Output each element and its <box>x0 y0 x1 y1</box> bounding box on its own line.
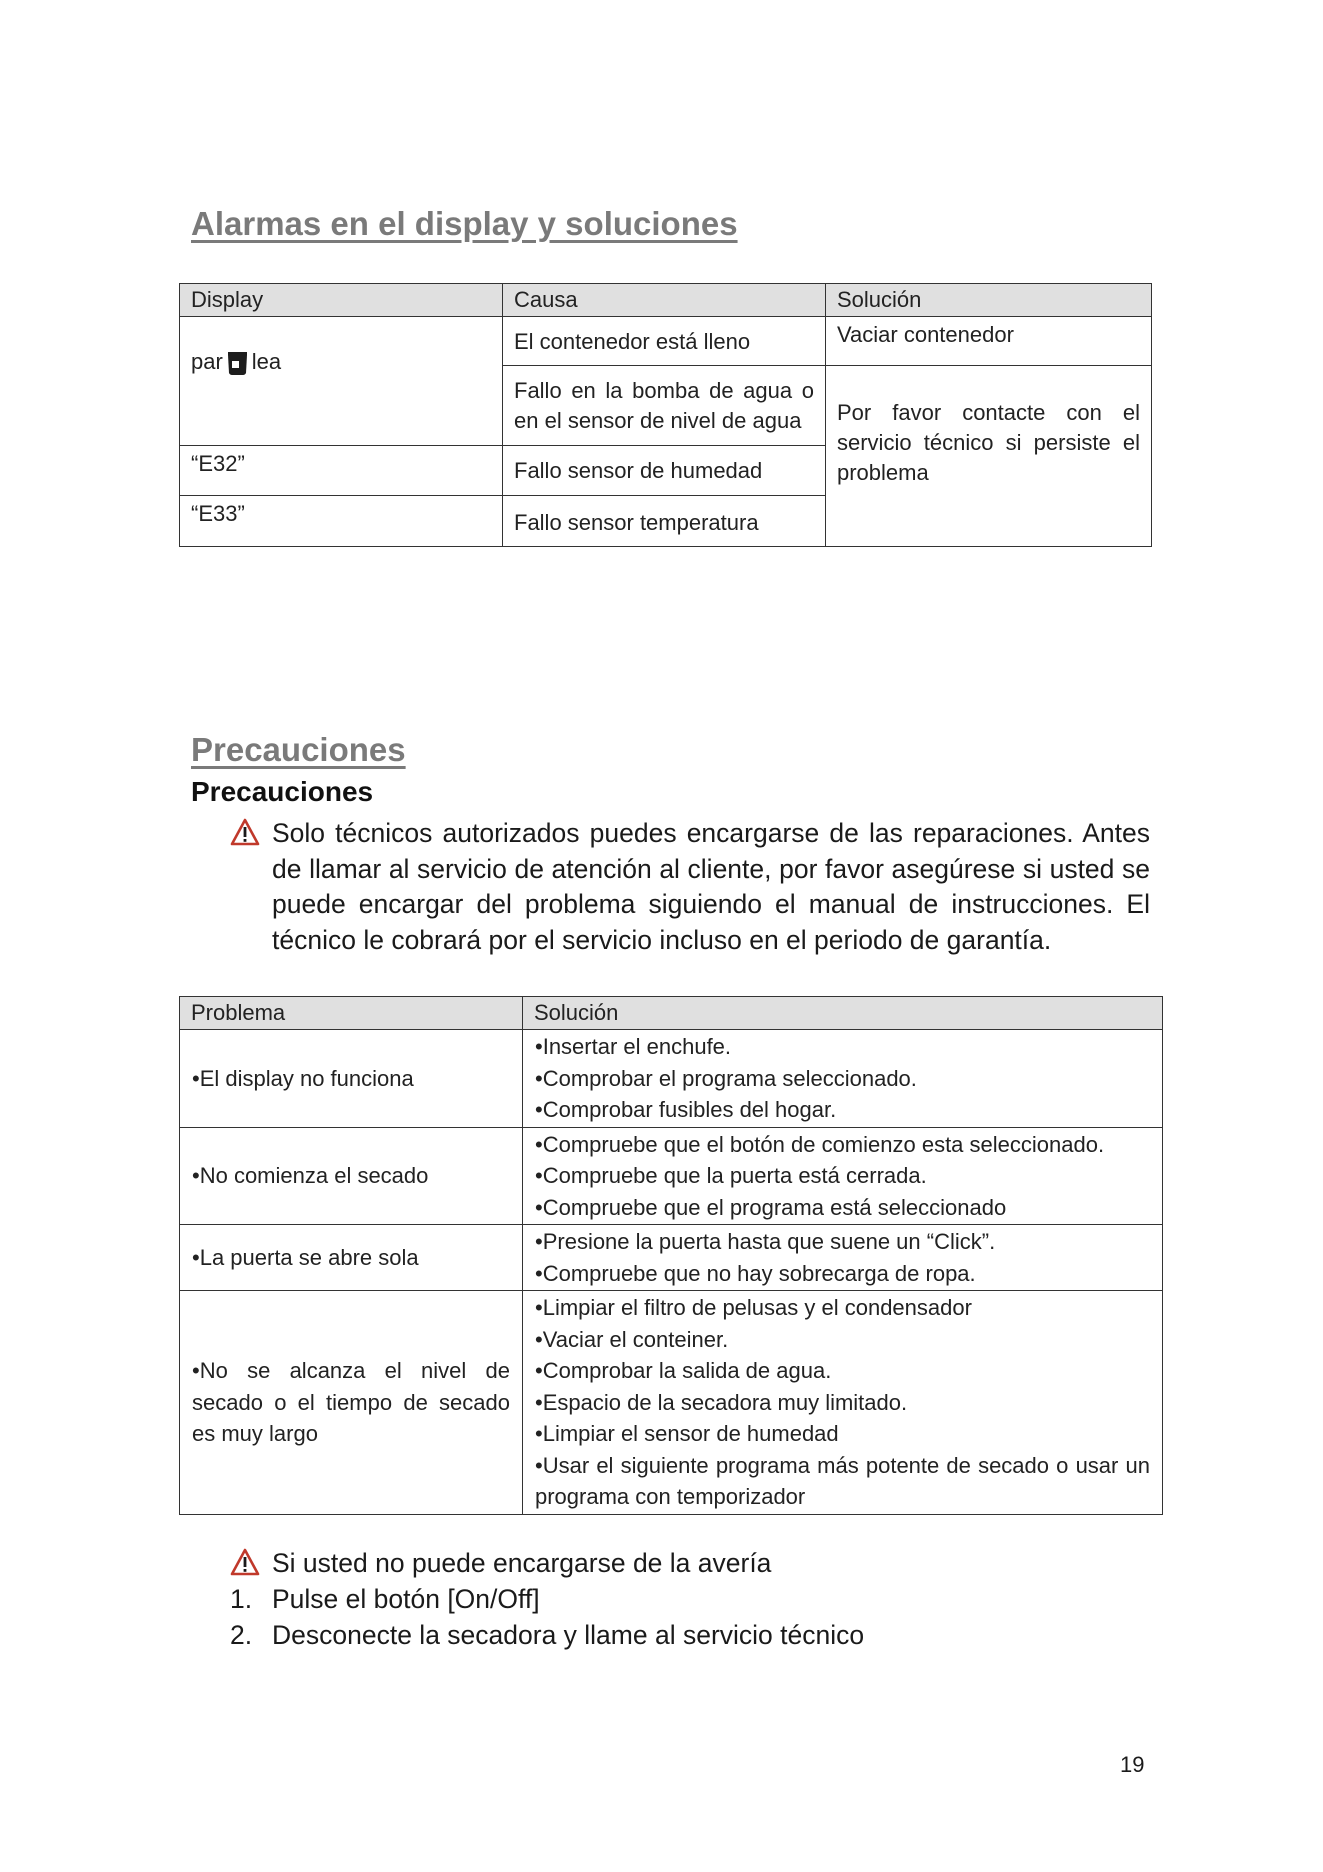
header-problema: Problema <box>180 997 523 1030</box>
solution-item: •Limpiar el sensor de humedad <box>535 1421 839 1446</box>
solution-cell <box>523 1225 1163 1291</box>
solution-item: •Comprobar la salida de agua. <box>535 1358 832 1383</box>
solution-cell: Vaciar contenedor <box>826 317 1152 366</box>
precautions-subheading: Precauciones <box>191 776 374 807</box>
problem-cell: •No se alcanza el nivel de secado o el tiempo de secado es muy largo <box>180 1291 523 1515</box>
final-warning-text: Si usted no puede encargarse de la avería <box>272 1548 772 1578</box>
solution-cell-contact: Por favor contacte con el servicio técnico si persiste el problema <box>826 366 1152 547</box>
final-instructions <box>230 1545 1130 1653</box>
solution-item: •Compruebe que la puerta está cerrada. <box>535 1163 927 1188</box>
display-cell-container-full <box>180 317 503 446</box>
solution-item: •Espacio de la secadora muy limitado. <box>535 1389 908 1415</box>
display-cell-e32: “E32” <box>180 446 503 496</box>
table-row <box>180 1030 1163 1128</box>
problems-table <box>179 996 1163 1515</box>
table-row <box>180 1127 1163 1225</box>
table-row <box>180 1225 1163 1291</box>
header-causa: Causa <box>503 284 826 317</box>
problem-cell: •El display no funciona <box>180 1030 523 1128</box>
final-warning-line <box>230 1545 1130 1581</box>
alarms-section-title: Alarmas en el display y soluciones <box>191 205 738 242</box>
header-solucion: Solución <box>523 997 1163 1030</box>
warning-paragraph <box>230 816 1150 958</box>
display-prefix: par <box>191 349 223 374</box>
solution-item: •Vaciar el conteiner. <box>535 1326 729 1352</box>
problem-cell: •La puerta se abre sola <box>180 1225 523 1291</box>
solution-item: •Compruebe que no hay sobrecarga de ropa. <box>535 1260 976 1286</box>
solution-item: •Comprobar el programa seleccionado. <box>535 1065 917 1091</box>
cause-cell: Fallo en la bomba de agua o en el sensor de nivel de agua <box>503 366 826 446</box>
display-suffix: lea <box>251 349 282 374</box>
step-item <box>230 1617 1130 1653</box>
step-number: 2. <box>230 1620 253 1650</box>
solution-item: •Usar el siguiente programa más potente de secado o usar un programa con temporizador <box>535 1452 1150 1509</box>
cause-cell: El contenedor está lleno <box>503 317 826 366</box>
solution-item: •Compruebe que el programa está seleccionado <box>535 1194 1007 1220</box>
alarms-table <box>179 283 1152 547</box>
header-solucion: Solución <box>826 284 1152 317</box>
solution-item: •Presione la puerta hasta que suene un “Click”. <box>535 1229 996 1254</box>
problem-cell: •No comienza el secado <box>180 1127 523 1225</box>
solution-item: •Insertar el enchufe. <box>535 1034 732 1059</box>
precautions-section-title: Precauciones <box>191 731 406 768</box>
table-row <box>180 1291 1163 1515</box>
header-display: Display <box>180 284 503 317</box>
step-text: Pulse el botón [On/Off] <box>272 1584 540 1614</box>
table-row <box>180 317 1152 366</box>
cause-cell: Fallo sensor de humedad <box>503 446 826 496</box>
warning-triangle-icon <box>230 1548 260 1585</box>
alarms-header-row <box>180 284 1152 317</box>
step-item <box>230 1581 1130 1617</box>
page-number: 19 <box>1120 1752 1145 1777</box>
warning-triangle-icon <box>230 818 260 846</box>
solution-cell <box>523 1127 1163 1225</box>
cause-cell: Fallo sensor temperatura <box>503 496 826 547</box>
step-text: Desconecte la secadora y llame al servicio técnico <box>272 1620 865 1650</box>
problems-header-row <box>180 997 1163 1030</box>
step-number: 1. <box>230 1584 253 1614</box>
solution-item: •Compruebe que el botón de comienzo esta seleccionado. <box>535 1131 1105 1157</box>
display-cell-e33: “E33” <box>180 496 503 547</box>
warning-text: Solo técnicos autorizados puedes encargarse de las reparaciones. Antes de llamar al servicio de atención al cliente, por favor asegúrese si usted se puede encargar del problema siguiendo el manual de instrucciones. El técnico le cobrará por el servicio incluso en el periodo de garantía. <box>272 818 1150 955</box>
solution-cell <box>523 1291 1163 1515</box>
solution-cell <box>523 1030 1163 1128</box>
container-full-icon <box>226 351 249 384</box>
solution-item: •Limpiar el filtro de pelusas y el condensador <box>535 1295 972 1320</box>
solution-item: •Comprobar fusibles del hogar. <box>535 1097 837 1122</box>
